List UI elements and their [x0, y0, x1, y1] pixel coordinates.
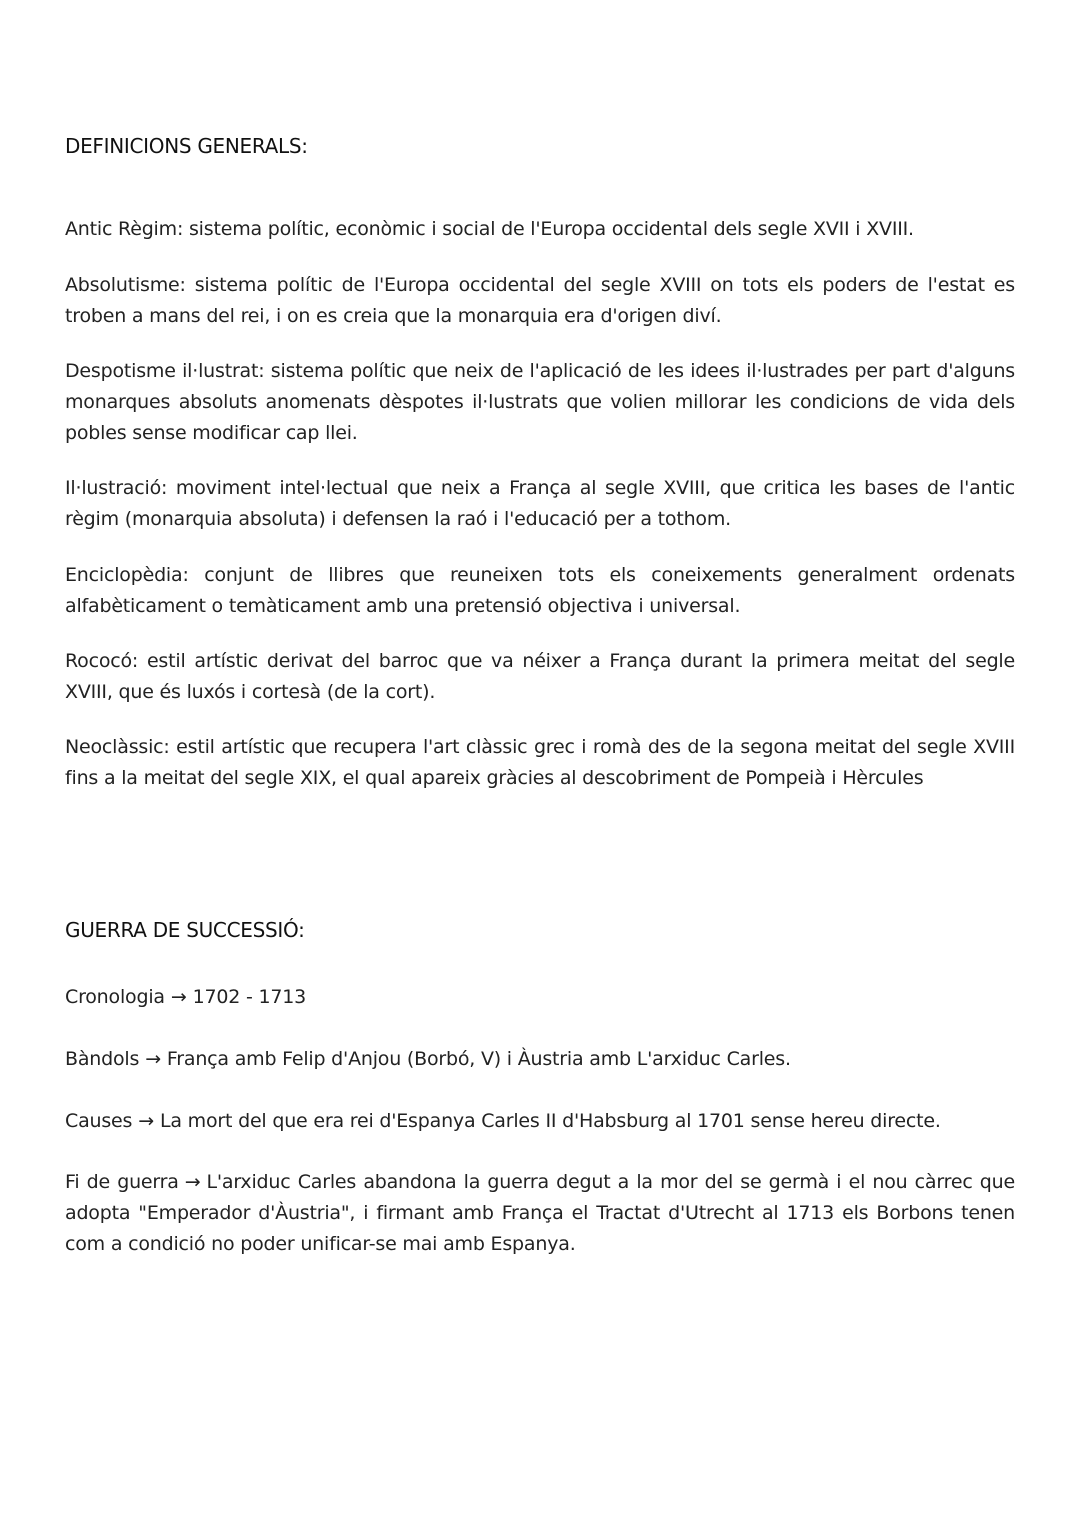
definition-despotisme-illustrat: Despotisme il·lustrat: sistema polític que neix de l'aplicació de les idees il·lustrades per part d'alguns monarques absoluts anomenats dèspotes il·lustrats que volien millorar les condicions de vida dels pobles sense modificar cap llei. — [65, 360, 1015, 444]
definition-enciclopedia: Enciclopèdia: conjunt de llibres que reuneixen tots els coneixements generalment ordenats alfabèticament o temàticament amb una pretensió objectiva i universal. — [65, 564, 1015, 617]
definition-illustracio: Il·lustració: moviment intel·lectual que neix a França al segle XVIII, que critica les bases de l'antic règim (monarquia absoluta) i defensen la raó i l'educació per a tothom. — [65, 477, 1015, 530]
succession-label: Cronologia — [65, 986, 165, 1008]
definition-antic-regim: Antic Règim: sistema polític, econòmic i social de l'Europa occidental dels segle XVII i XVIII. — [65, 218, 914, 240]
succession-heading: GUERRA DE SUCCESSIÓ: — [65, 918, 305, 942]
succession-text: 1702 - 1713 — [192, 986, 307, 1008]
succession-item-bandols — [65, 1044, 1015, 1075]
definitions-heading: DEFINICIONS GENERALS: — [65, 134, 308, 158]
succession-label: Bàndols — [65, 1048, 140, 1070]
succession-item-causes — [65, 1106, 1015, 1137]
succession-text: L'arxiduc Carles abandona la guerra degut a la mor del se germà i el nou càrrec que adopta "Emperador d'Àustria", i firmant amb França el Tractat d'Utrecht al 1713 els Borbons tenen com a condició no poder unificar-se mai amb Espanya. — [65, 1171, 1015, 1255]
succession-text: França amb Felip d'Anjou (Borbó, V) i Àustria amb L'arxiduc Carles. — [166, 1048, 791, 1070]
arrow-right-icon: → — [184, 1171, 201, 1193]
arrow-right-icon: → — [170, 986, 187, 1008]
definition-rococo: Rococó: estil artístic derivat del barroc que va néixer a França durant la primera meitat del segle XVIII, que és luxós i cortesà (de la cort). — [65, 650, 1015, 703]
definition-absolutisme: Absolutisme: sistema polític de l'Europa occidental del segle XVIII on tots els poders de l'estat es troben a mans del rei, i on es creia que la monarquia era d'origen diví. — [65, 274, 1015, 327]
succession-label: Fi de guerra — [65, 1171, 179, 1193]
succession-item-cronologia — [65, 982, 1015, 1013]
succession-text: La mort del que era rei d'Espanya Carles II d'Habsburg al 1701 sense hereu directe. — [159, 1110, 941, 1132]
arrow-right-icon: → — [145, 1048, 161, 1070]
succession-item-fi-de-guerra — [65, 1167, 1015, 1260]
succession-label: Causes — [65, 1110, 133, 1132]
arrow-right-icon: → — [138, 1110, 154, 1132]
definition-neoclassic: Neoclàssic: estil artístic que recupera l'art clàssic grec i romà des de la segona meitat del segle XVIII fins a la meitat del segle XIX, el qual apareix gràcies al descobriment de Pompeià i Hèrcules — [65, 736, 1015, 789]
